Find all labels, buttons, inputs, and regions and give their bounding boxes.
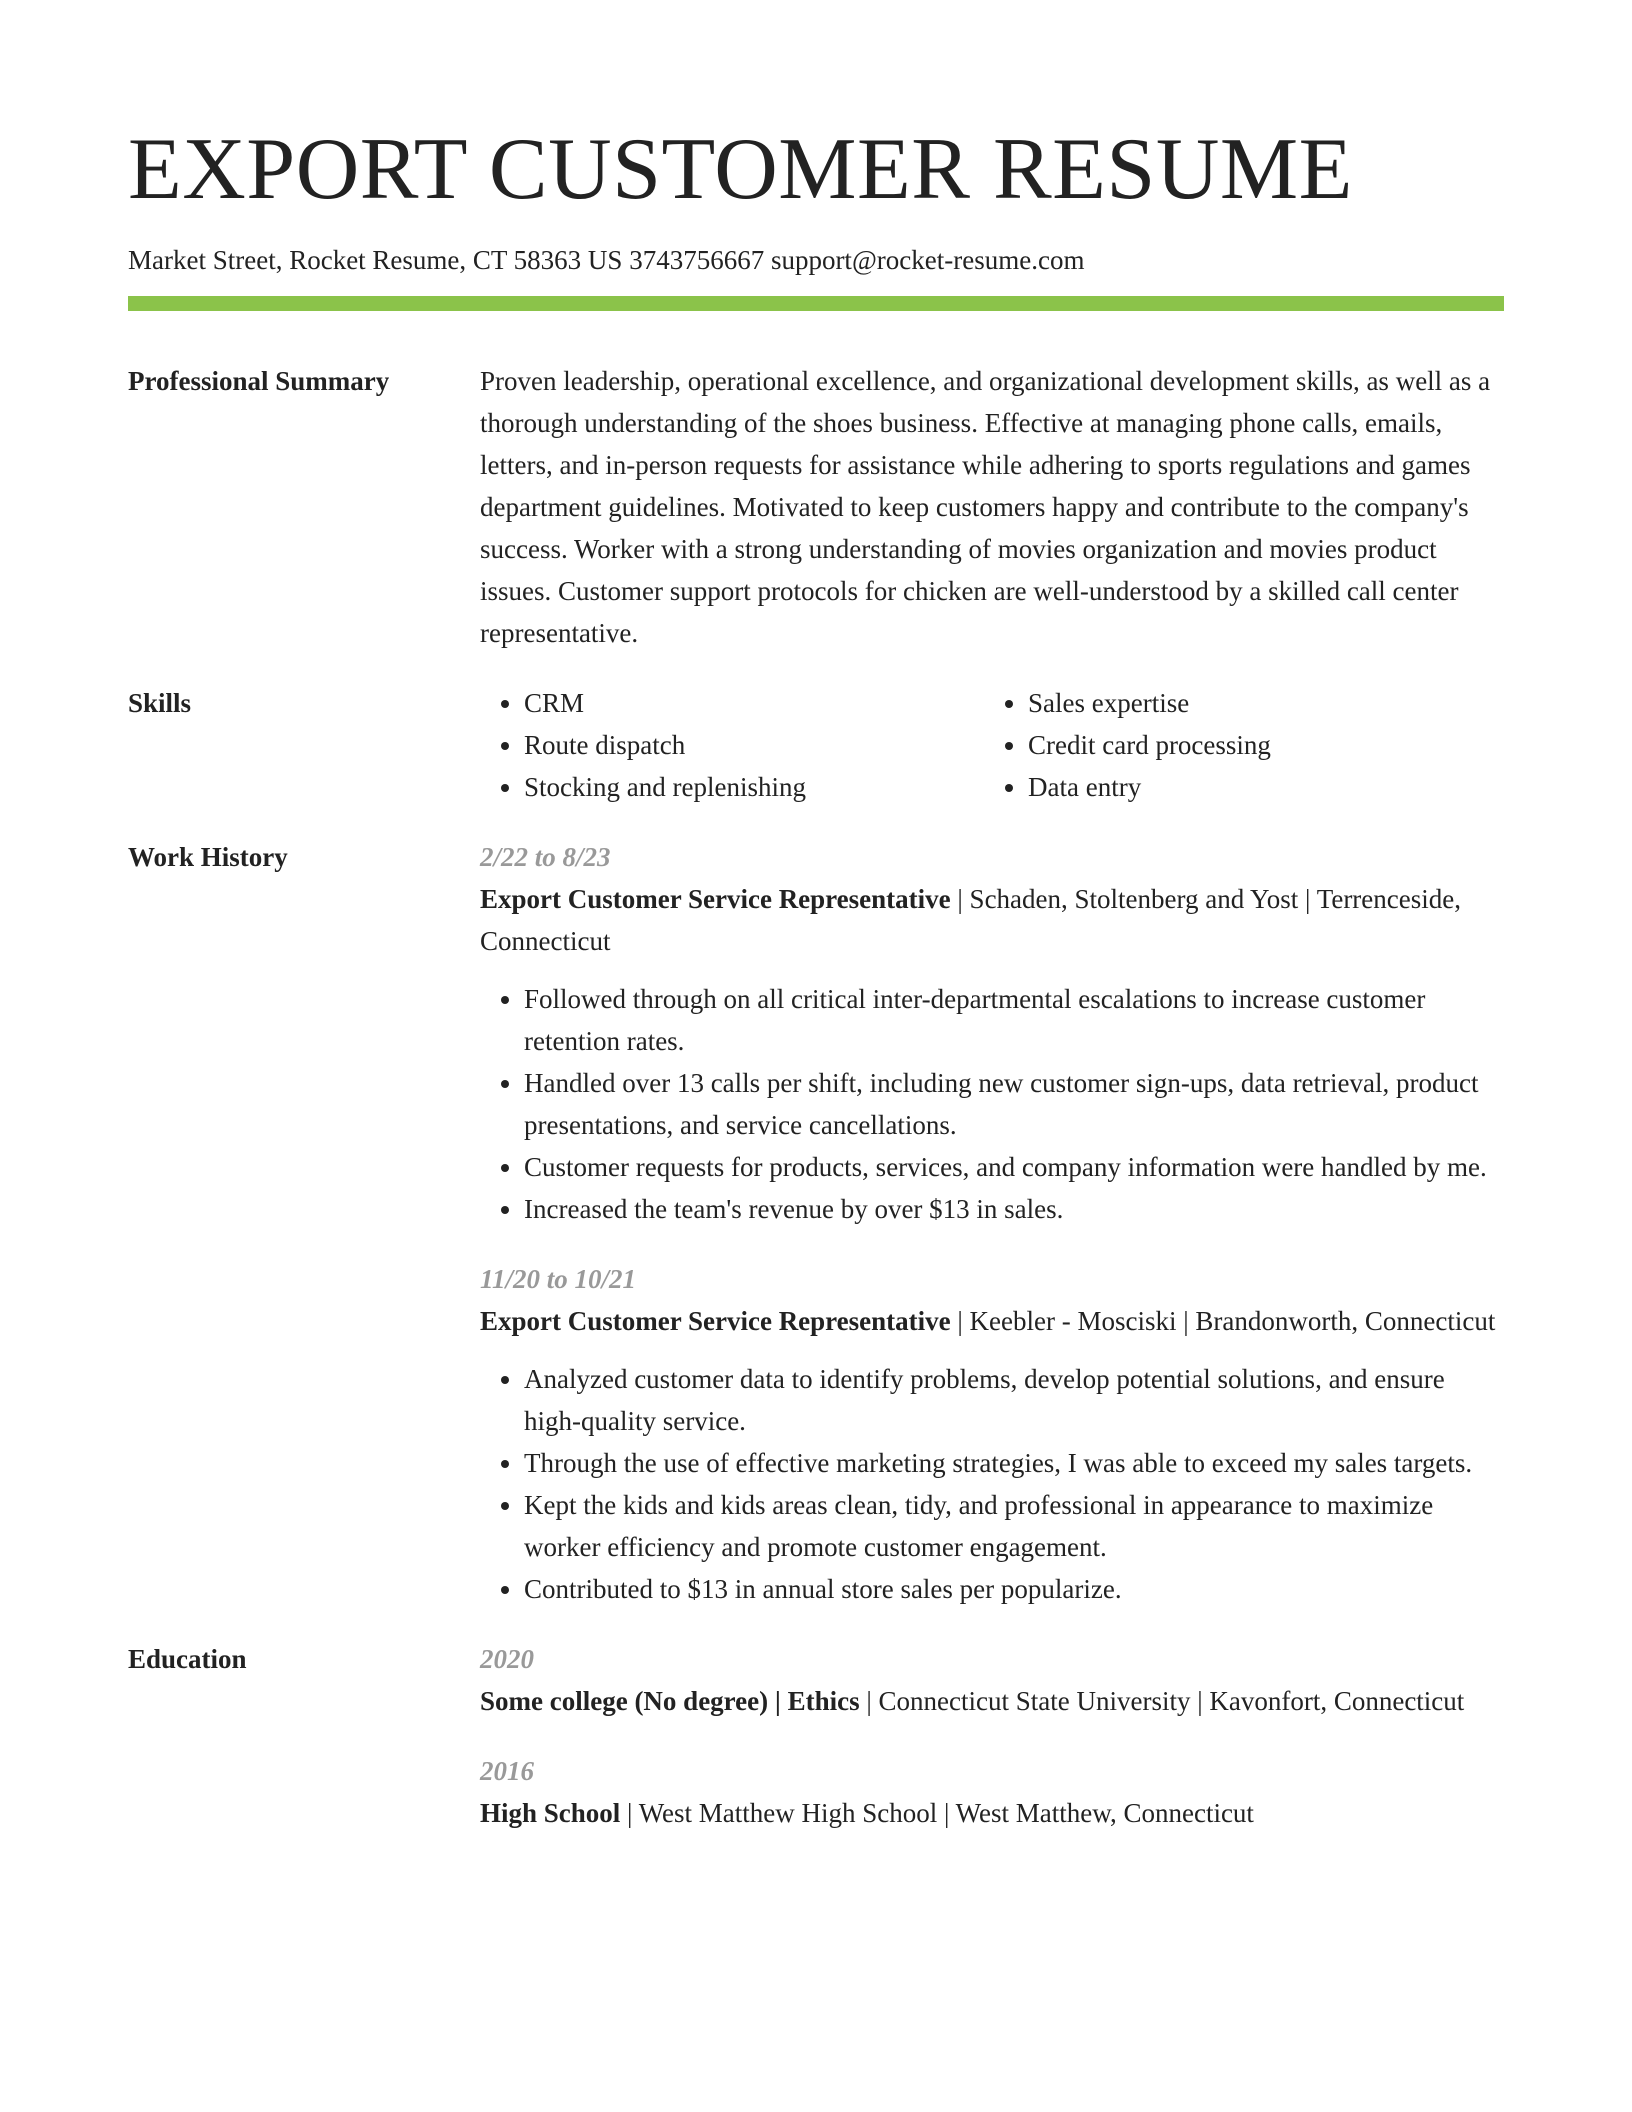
section-label-education: Education — [128, 1644, 247, 1674]
job-bullet: • Increased the team's revenue by over $13 in sales. — [524, 1188, 1504, 1230]
education-details: | Connecticut State University | Kavonfort, Connecticut — [859, 1686, 1465, 1716]
skills-body — [480, 682, 1504, 808]
job-bullet: • Through the use of effective marketing strategies, I was able to exceed my sales targets. — [524, 1442, 1504, 1484]
job-bullet: • Handled over 13 calls per shift, including new customer sign-ups, data retrieval, product presentations, and service cancellations. — [524, 1062, 1504, 1146]
section-label-skills: Skills — [128, 688, 192, 718]
skills-column-left — [480, 682, 984, 808]
skills-list-right — [984, 682, 1488, 808]
education-degree: Some college (No degree) | Ethics — [480, 1686, 860, 1716]
header-divider — [128, 296, 1504, 311]
resume-title: EXPORT CUSTOMER RESUME — [128, 121, 1353, 218]
summary-text: Proven leadership, operational excellence, and organizational development skills, as well as a thorough understanding of the shoes business. Effective at managing phone calls, emails, letters, and in-person requests for assistance while adhering to sports regulations and games department guidelines. Motivated to keep customers happy and contribute to the company's success. Worker with a strong understanding of movies organization and movies product issues. Customer support protocols for chicken are well-understood by a skilled call center representative. — [480, 366, 1491, 648]
job-details: | Keebler - Mosciski | Brandonworth, Connecticut — [950, 1306, 1496, 1336]
section-label-work-history: Work History — [128, 842, 288, 872]
job-dates: 2/22 to 8/23 — [480, 842, 611, 872]
education-details: | West Matthew High School | West Matthew, Connecticut — [620, 1798, 1254, 1828]
job-details: | Schaden, Stoltenberg and Yost | Terrenceside, Connecticut — [480, 884, 1461, 956]
skills-column-right — [984, 682, 1488, 808]
job-bullet: • Followed through on all critical inter-departmental escalations to increase customer retention rates. — [524, 978, 1504, 1062]
job-title-line — [480, 1300, 1504, 1342]
skill-item: • Credit card processing — [1028, 724, 1488, 766]
skill-item: • Stocking and replenishing — [524, 766, 984, 808]
skills-columns — [480, 682, 1504, 808]
education-body — [480, 1638, 1504, 1834]
skills-list-left — [480, 682, 984, 808]
education-year: 2016 — [480, 1756, 534, 1786]
education-entry — [480, 1750, 1504, 1834]
job-bullet: • Analyzed customer data to identify problems, develop potential solutions, and ensure high-quality service. — [524, 1358, 1504, 1442]
job-title-line — [480, 878, 1504, 962]
skill-item: • Sales expertise — [1028, 682, 1488, 724]
work-history-body — [480, 836, 1504, 1610]
contact-line: Market Street, Rocket Resume, CT 58363 US 3743756667 support@rocket-resume.com — [128, 245, 1085, 275]
job-bullet: • Contributed to $13 in annual store sales per popularize. — [524, 1568, 1504, 1610]
job-entry — [480, 836, 1504, 1230]
job-title: Export Customer Service Representative — [480, 1306, 951, 1336]
skills-section — [128, 682, 1504, 808]
education-year: 2020 — [480, 1644, 534, 1674]
education-line — [480, 1792, 1504, 1834]
education-section — [128, 1638, 1504, 1834]
education-degree: High School — [480, 1798, 621, 1828]
work-history-section — [128, 836, 1504, 1610]
job-bullet: • Kept the kids and kids areas clean, tidy, and professional in appearance to maximize worker efficiency and promote customer engagement. — [524, 1484, 1504, 1568]
education-entry — [480, 1638, 1504, 1722]
skill-item: • CRM — [524, 682, 984, 724]
skill-item: • Data entry — [1028, 766, 1488, 808]
job-dates: 11/20 to 10/21 — [480, 1264, 637, 1294]
job-title: Export Customer Service Representative — [480, 884, 951, 914]
skill-item: • Route dispatch — [524, 724, 984, 766]
section-label-summary: Professional Summary — [128, 366, 390, 396]
education-line — [480, 1680, 1504, 1722]
job-entry — [480, 1258, 1504, 1610]
job-bullet-list — [480, 978, 1504, 1230]
summary-section — [128, 360, 1504, 654]
job-bullet-list — [480, 1358, 1504, 1610]
job-bullet: • Customer requests for products, services, and company information were handled by me. — [524, 1146, 1504, 1188]
